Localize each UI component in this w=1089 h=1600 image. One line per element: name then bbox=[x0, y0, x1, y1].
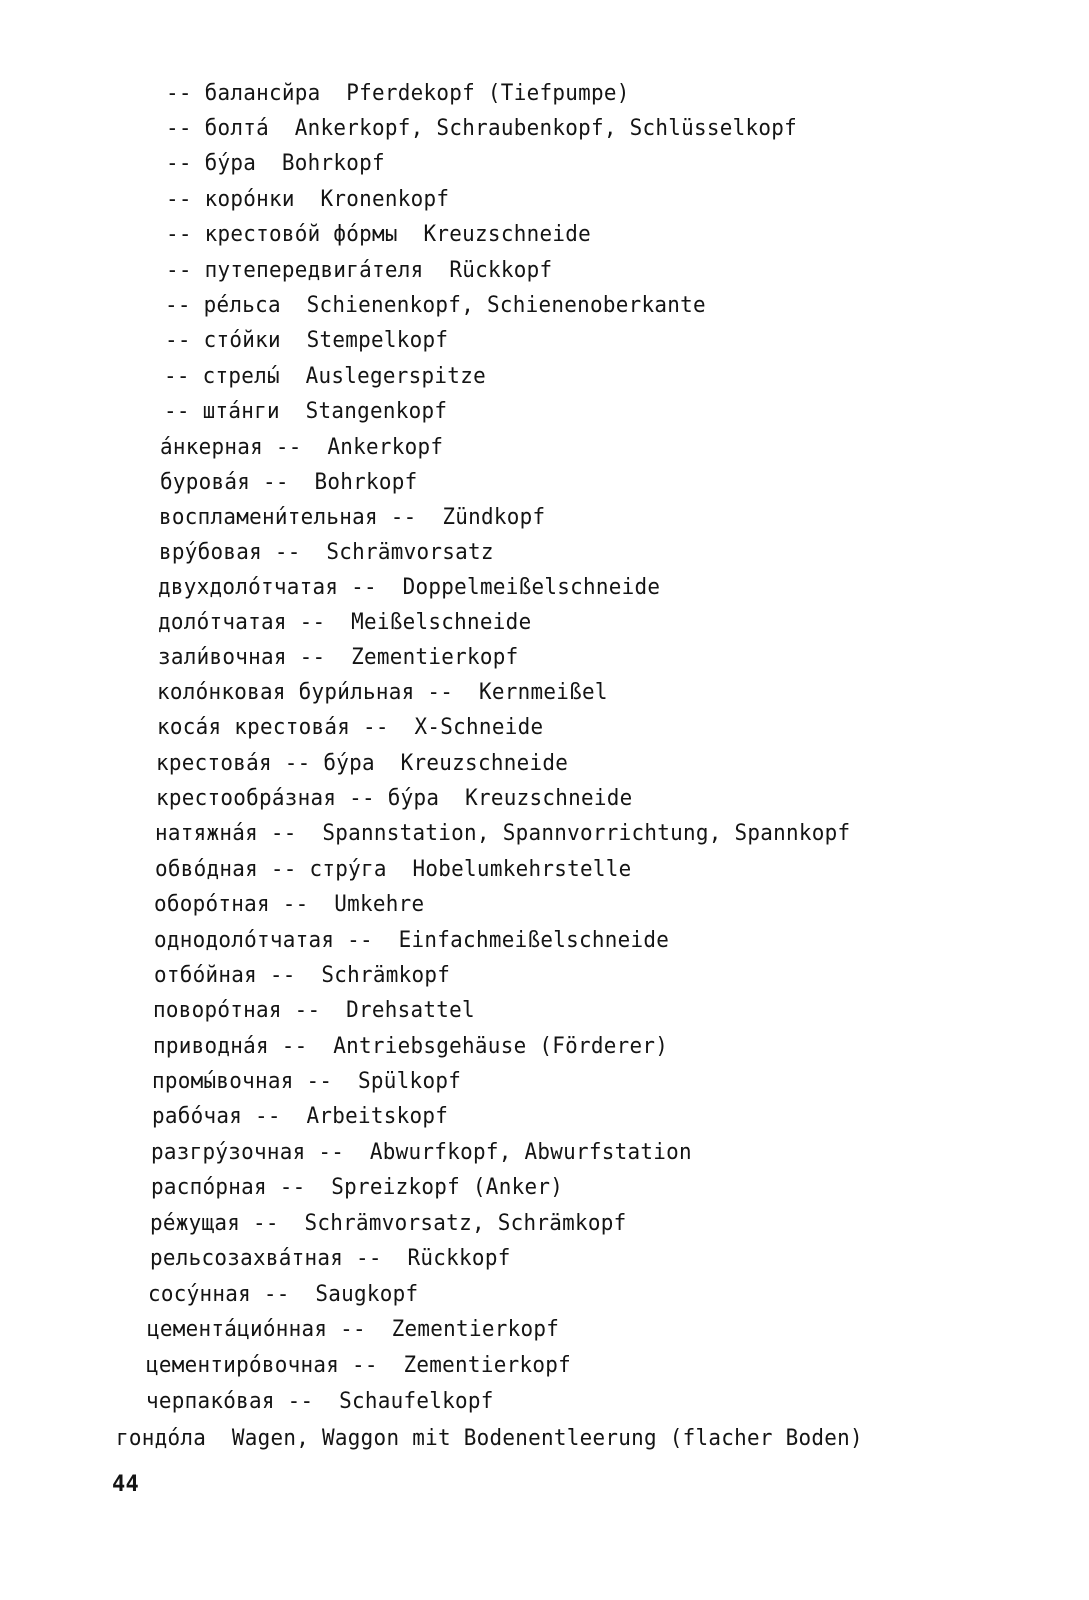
entry-german: Hobelumkehrstelle bbox=[412, 856, 632, 882]
entry-line bbox=[159, 538, 494, 566]
entry-line bbox=[165, 326, 448, 354]
entry-line bbox=[150, 1244, 511, 1272]
entry-line bbox=[166, 114, 797, 142]
entry-russian: крестообра́зная -- бу́ра bbox=[156, 785, 440, 811]
entry-russian: воспламени́тельная -- bbox=[159, 504, 417, 530]
entry-german: Meißelschneide bbox=[351, 609, 532, 635]
entry-line bbox=[156, 784, 632, 812]
entry-german: X-Schneide bbox=[414, 714, 544, 740]
entry-line bbox=[153, 1032, 668, 1060]
entry-german: Doppelmeißelschneide bbox=[402, 574, 661, 600]
entry-line bbox=[154, 961, 450, 989]
entry-german: Arbeitskopf bbox=[306, 1103, 449, 1129]
entry-russian: черпако́вая -- bbox=[146, 1388, 314, 1414]
entry-german: Rückkopf bbox=[449, 257, 553, 283]
entry-russian: -- балансйра bbox=[166, 80, 321, 106]
entry-russian: крестова́я -- бу́ра bbox=[156, 750, 375, 776]
entry-russian: оборо́тная -- bbox=[154, 891, 309, 917]
entry-line bbox=[156, 749, 568, 777]
entry-line bbox=[150, 1209, 626, 1237]
entry-russian: обво́дная -- стру́га bbox=[155, 856, 387, 882]
entry-russian: двухдоло́тчатая -- bbox=[158, 574, 377, 600]
entry-line bbox=[154, 926, 669, 954]
entry-german: Kreuzschneide bbox=[465, 785, 633, 811]
entry-russian: ре́жущая -- bbox=[150, 1210, 279, 1236]
entry-german: Bohrkopf bbox=[281, 150, 385, 176]
page-number: 44 bbox=[112, 1472, 140, 1497]
entry-german: Saugkopf bbox=[315, 1281, 419, 1307]
entry-line bbox=[146, 1351, 571, 1379]
entry-german: Schrämkopf bbox=[321, 962, 451, 988]
entry-german: Drehsattel bbox=[346, 997, 475, 1023]
entry-russian: цементиро́вочная -- bbox=[146, 1352, 378, 1378]
entry-russian: сосу́нная -- bbox=[148, 1281, 290, 1307]
entry-line bbox=[152, 1102, 448, 1130]
entry-russian: натяжна́я -- bbox=[155, 820, 297, 846]
entry-line bbox=[157, 678, 608, 706]
entry-russian: рабо́чая -- bbox=[152, 1103, 281, 1129]
entry-german: Schienenkopf, Schienenoberkante bbox=[306, 292, 706, 318]
entry-line bbox=[154, 890, 424, 918]
entry-german: Abwurfkopf, Abwurfstation bbox=[369, 1139, 692, 1165]
entry-russian: -- сто́йки bbox=[165, 327, 281, 353]
entry-line bbox=[166, 256, 552, 284]
entry-line bbox=[160, 433, 443, 461]
entry-german: Umkehre bbox=[334, 891, 425, 917]
entry-german: Einfachmeißelschneide bbox=[398, 927, 670, 953]
entry-russian: -- шта́нги bbox=[164, 398, 280, 424]
entry-line bbox=[148, 1280, 418, 1308]
entry-russian: промы́вочная -- bbox=[152, 1068, 333, 1094]
entry-german: Stangenkopf bbox=[305, 398, 448, 424]
entry-line bbox=[165, 291, 706, 319]
entry-line bbox=[157, 713, 543, 741]
entry-russian: рельсозахва́тная -- bbox=[150, 1245, 382, 1271]
entry-russian: -- ре́льса bbox=[165, 292, 281, 318]
entry-line bbox=[158, 573, 660, 601]
entry-line bbox=[166, 220, 591, 248]
entry-german: Schrämvorsatz, Schrämkopf bbox=[304, 1210, 627, 1236]
entry-russian: бурова́я -- bbox=[160, 469, 289, 495]
entry-german: Pferdekopf (Tiefpumpe) bbox=[346, 80, 630, 106]
entry-german: Kernmeißel bbox=[478, 679, 608, 705]
entry-line bbox=[147, 1315, 559, 1343]
entry-german: Kronenkopf bbox=[320, 186, 450, 212]
entry-german: Spreizkopf (Anker) bbox=[331, 1174, 564, 1200]
entry-line bbox=[151, 1173, 563, 1201]
entry-russian: однодоло́тчатая -- bbox=[154, 927, 373, 953]
entry-german: Kreuzschneide bbox=[400, 750, 569, 776]
entry-german: Wagen, Waggon mit Bodenentleerung (flacher Boden) bbox=[231, 1425, 863, 1451]
entry-russian: приводна́я -- bbox=[153, 1033, 308, 1059]
entry-russian: доло́тчатая -- bbox=[158, 609, 326, 635]
entry-german: Zementierkopf bbox=[391, 1316, 560, 1342]
entry-russian: -- болта́ bbox=[166, 115, 270, 141]
entry-russian: отбо́йная -- bbox=[154, 962, 296, 988]
entry-german: Ankerkopf bbox=[327, 434, 444, 460]
entry-russian: а́нкерная -- bbox=[160, 434, 302, 460]
entry-russian: коса́я крестова́я -- bbox=[157, 714, 389, 740]
entry-german: Stempelkopf bbox=[306, 327, 449, 353]
entry-line bbox=[166, 79, 630, 107]
entry-german: Rückkopf bbox=[407, 1245, 511, 1271]
entry-line bbox=[160, 468, 418, 496]
entry-line bbox=[166, 185, 449, 213]
entry-line bbox=[158, 608, 531, 636]
entry-russian: коло́нковая бури́льная -- bbox=[157, 679, 454, 705]
entry-russian: поворо́тная -- bbox=[153, 997, 321, 1023]
entry-line bbox=[151, 1138, 692, 1166]
entry-german: Bohrkopf bbox=[314, 469, 418, 495]
entry-russian: разгру́зочная -- bbox=[151, 1139, 345, 1165]
entry-russian: вру́бовая -- bbox=[159, 539, 301, 565]
entry-german: Schaufelkopf bbox=[339, 1388, 494, 1414]
entry-line bbox=[164, 362, 486, 390]
entry-russian: -- путепередвига́теля bbox=[166, 257, 424, 283]
entry-german: Zementierkopf bbox=[403, 1352, 571, 1378]
entry-russian: -- крестово́й фо́рмы bbox=[166, 221, 398, 247]
entry-line bbox=[116, 1424, 863, 1452]
entry-line bbox=[159, 503, 545, 531]
entry-russian: зали́вочная -- bbox=[158, 644, 326, 670]
entry-line bbox=[153, 996, 475, 1024]
entry-german: Spülkopf bbox=[358, 1068, 462, 1094]
entry-line bbox=[164, 397, 447, 425]
entry-russian: гондо́ла bbox=[116, 1425, 207, 1451]
entry-line bbox=[152, 1067, 461, 1095]
entry-line bbox=[155, 819, 850, 847]
entry-line bbox=[146, 1387, 494, 1415]
entry-german: Ankerkopf, Schraubenkopf, Schlüsselkopf bbox=[294, 115, 797, 141]
entry-line bbox=[158, 643, 519, 671]
entry-german: Zündkopf bbox=[442, 504, 546, 530]
entry-german: Kreuzschneide bbox=[423, 221, 591, 247]
entry-russian: -- коро́нки bbox=[166, 186, 295, 212]
entry-russian: -- бу́ра bbox=[166, 150, 257, 176]
entry-line bbox=[155, 855, 631, 883]
entry-russian: распо́рная -- bbox=[151, 1174, 306, 1200]
entry-german: Auslegerspitze bbox=[305, 363, 486, 389]
entry-german: Antriebsgehäuse (Förderer) bbox=[333, 1033, 669, 1059]
entry-russian: цемента́цио́нная -- bbox=[147, 1316, 366, 1342]
entry-russian: -- стрелы́ bbox=[164, 363, 280, 389]
entry-german: Schrämvorsatz bbox=[326, 539, 494, 565]
entry-line bbox=[166, 149, 385, 177]
entry-german: Spannstation, Spannvorrichtung, Spannkopf bbox=[322, 820, 851, 846]
entry-german: Zementierkopf bbox=[351, 644, 519, 670]
